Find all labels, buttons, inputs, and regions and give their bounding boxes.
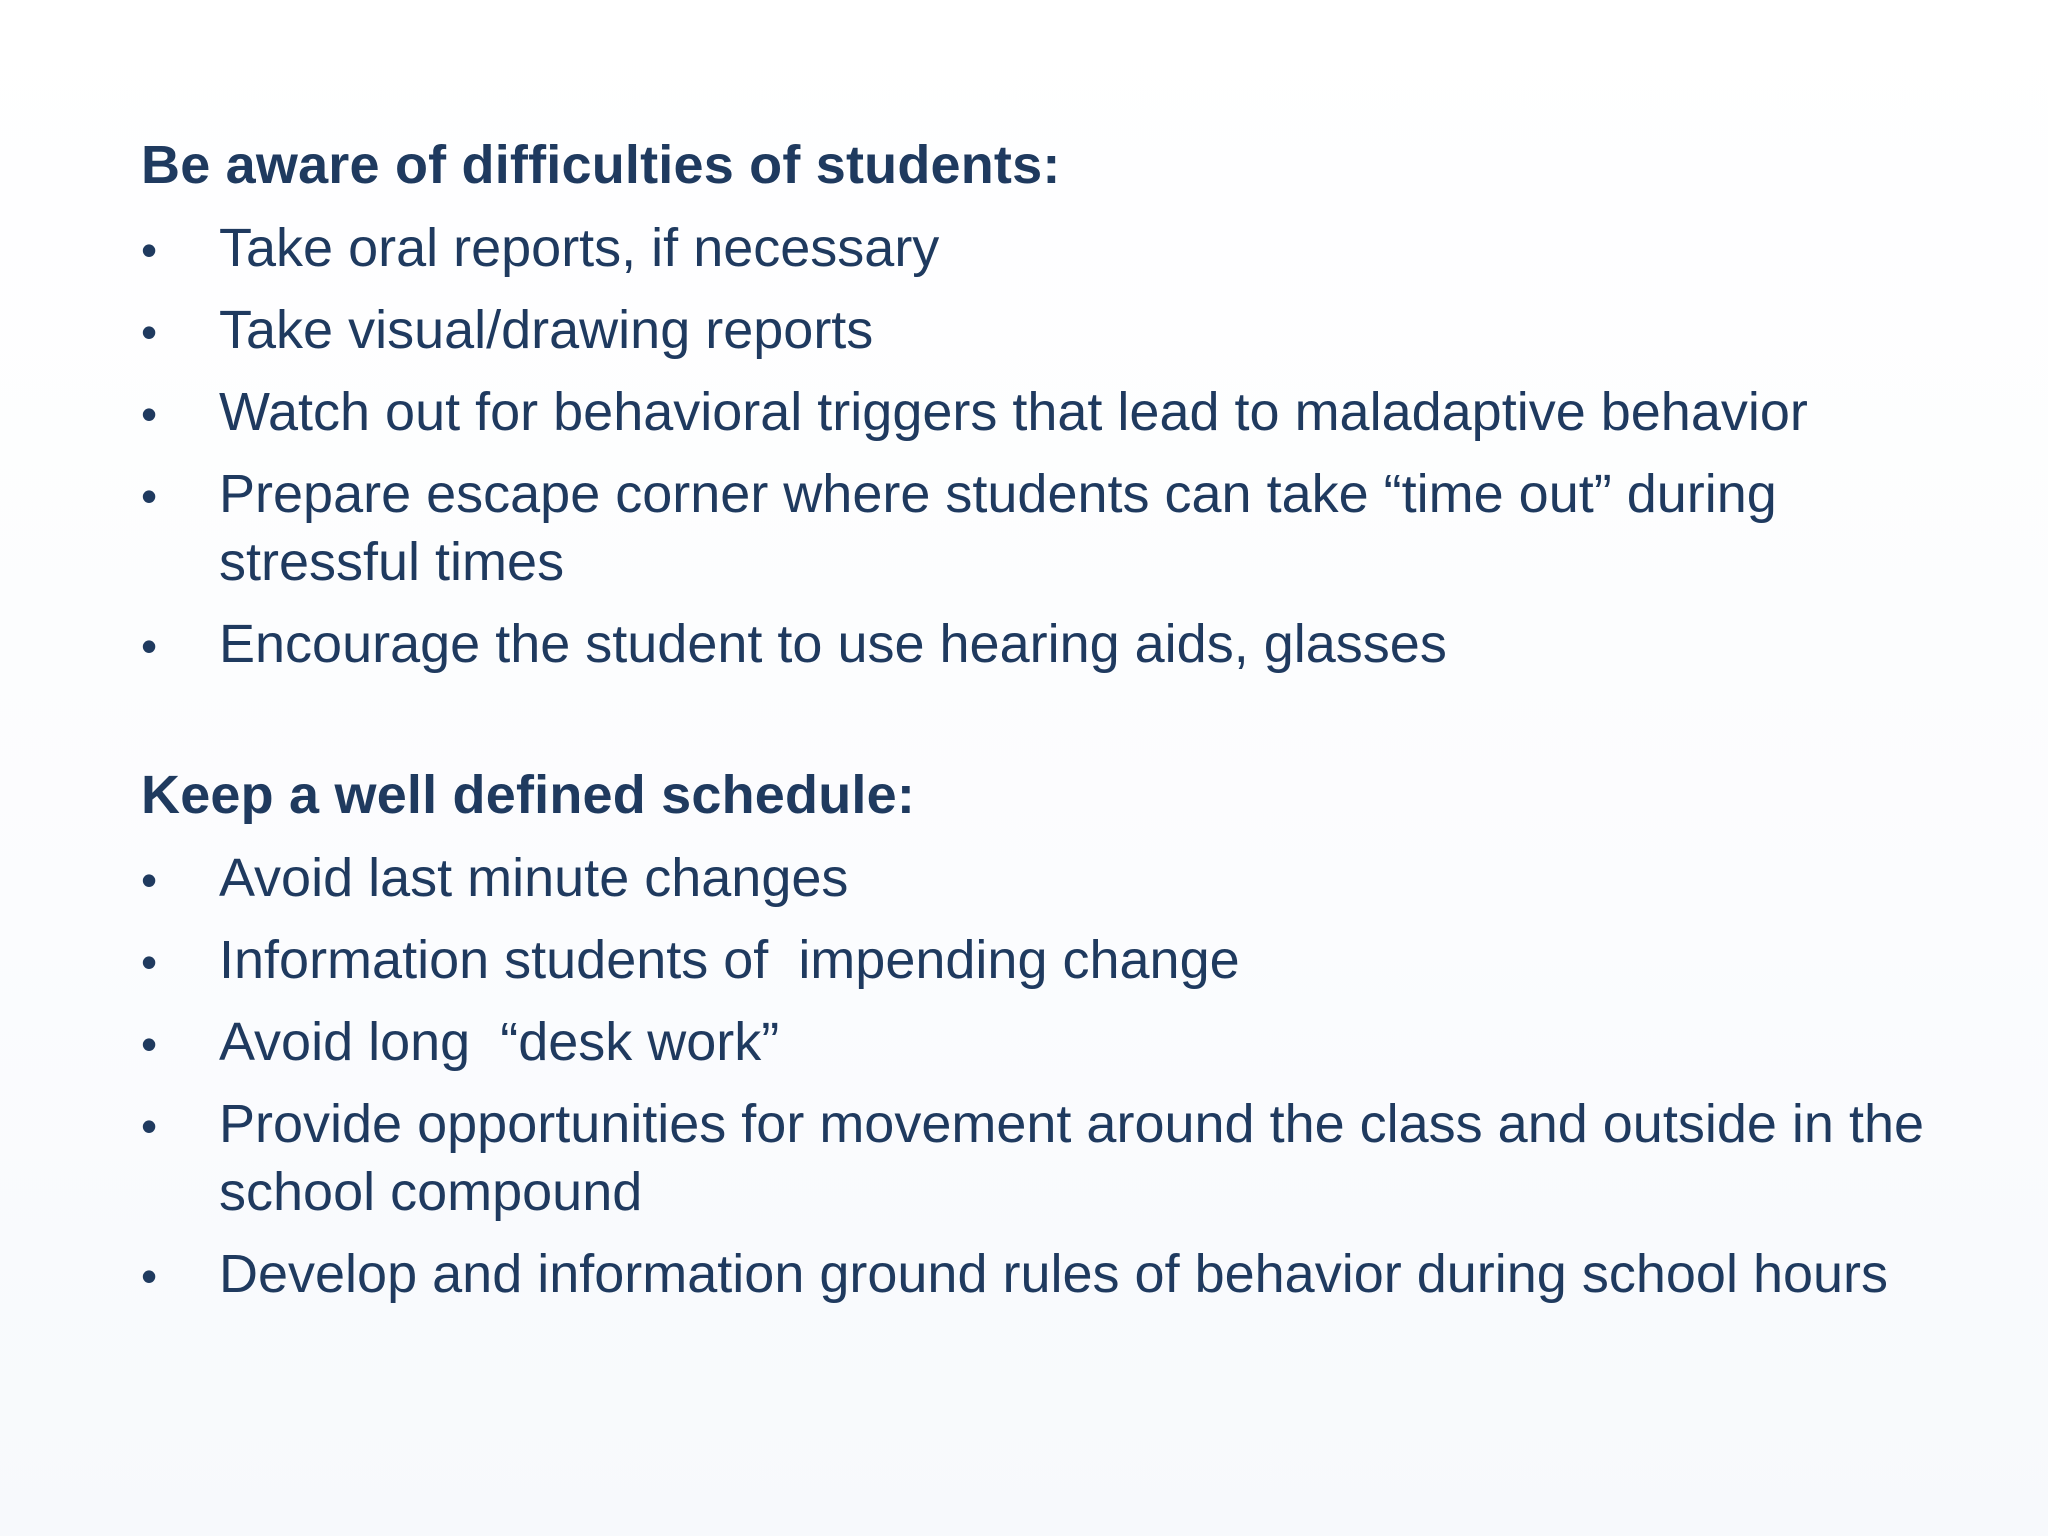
list-item <box>141 460 1941 596</box>
bullet-icon <box>141 1008 181 1078</box>
list-item <box>141 1090 1941 1226</box>
list-item <box>141 1008 1941 1076</box>
list-item-text: Encourage the student to use hearing aids, glasses <box>219 614 1447 674</box>
bullet-list <box>141 214 1941 678</box>
section-difficulties <box>141 130 1941 678</box>
bullet-list <box>141 844 1941 1308</box>
bullet-icon <box>141 460 181 530</box>
list-item-text: Avoid long “desk work” <box>219 1012 780 1072</box>
list-item <box>141 844 1941 912</box>
section-heading: Be aware of difficulties of students: <box>141 135 1061 195</box>
list-item-text: Avoid last minute changes <box>219 848 849 908</box>
bullet-icon <box>141 378 181 448</box>
section-schedule <box>141 760 1941 1308</box>
bullet-icon <box>141 926 181 996</box>
list-item <box>141 926 1941 994</box>
bullet-icon <box>141 214 181 284</box>
list-item <box>141 296 1941 364</box>
list-item <box>141 1240 1941 1308</box>
list-item-text: Develop and information ground rules of behavior during school hours <box>219 1244 1889 1304</box>
list-item-text: Watch out for behavioral triggers that lead to maladaptive behavior <box>219 382 1808 442</box>
bullet-icon <box>141 610 181 680</box>
bullet-icon <box>141 1240 181 1310</box>
list-item <box>141 378 1941 446</box>
list-item <box>141 214 1941 282</box>
list-item-text: Provide opportunities for movement around the class and outside in the school compound <box>219 1094 1925 1222</box>
bullet-icon <box>141 844 181 914</box>
list-item-text: Take visual/drawing reports <box>219 300 874 360</box>
slide-content <box>141 130 1941 1322</box>
bullet-icon <box>141 1090 181 1160</box>
section-heading: Keep a well defined schedule: <box>141 765 916 825</box>
list-item-text: Information students of impending change <box>219 930 1240 990</box>
list-item-text: Prepare escape corner where students can take “time out” during stressful times <box>219 464 1777 592</box>
list-item <box>141 610 1941 678</box>
list-item-text: Take oral reports, if necessary <box>219 218 940 278</box>
bullet-icon <box>141 296 181 366</box>
